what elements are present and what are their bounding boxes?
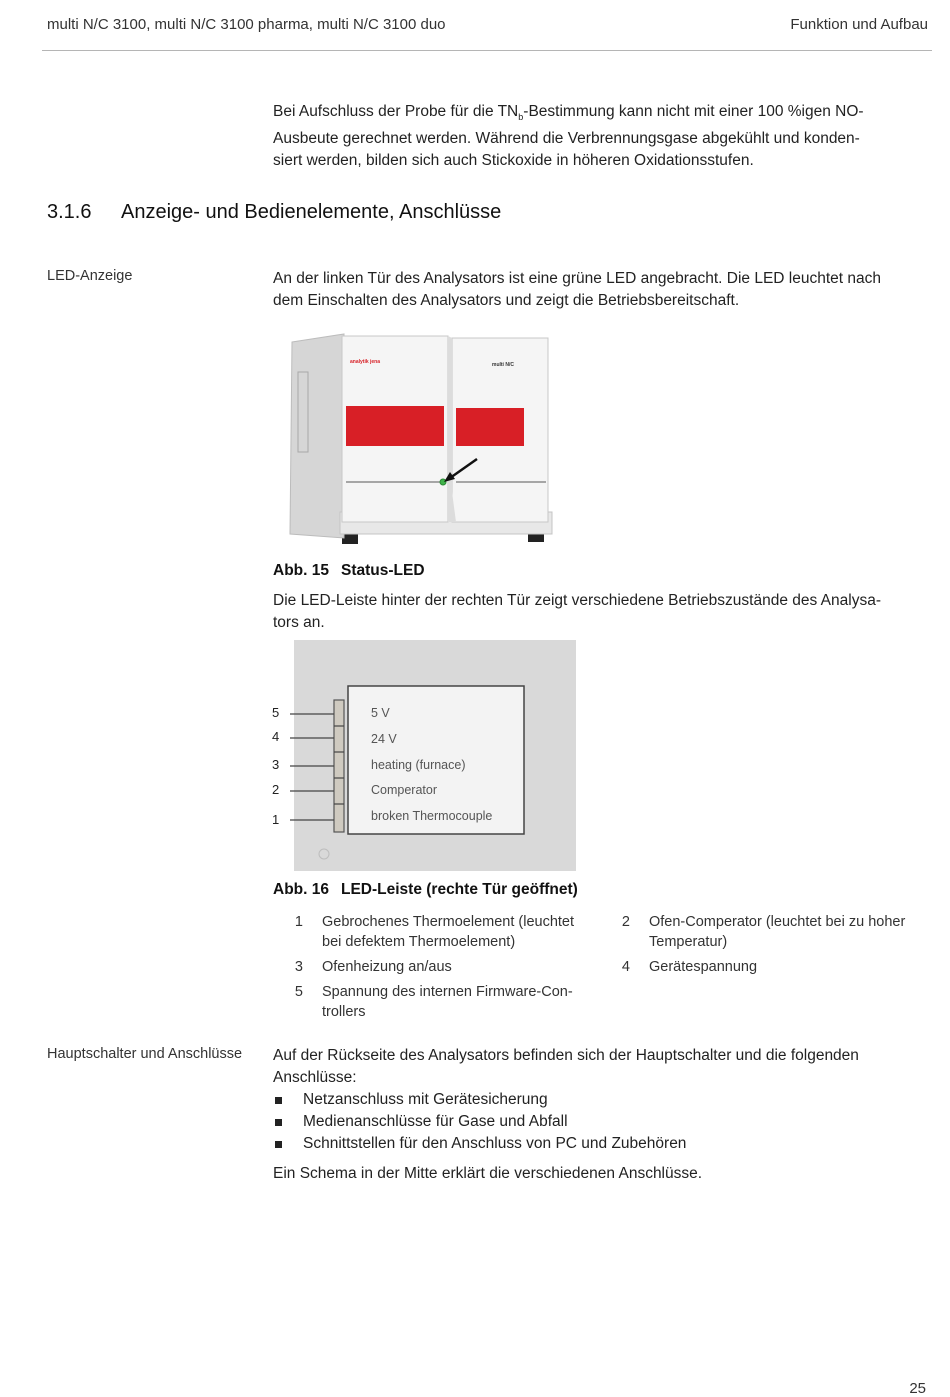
analyzer-status-led-figure xyxy=(284,332,556,548)
header-chapter-title: Funktion und Aufbau xyxy=(790,16,928,33)
led-number-3: 3 xyxy=(272,757,280,772)
bullet-square-icon xyxy=(275,1119,282,1126)
figure-16-title: LED-Leiste (rechte Tür geöffnet) xyxy=(340,881,578,898)
hauptschalter-line-1: Auf der Rückseite des Analysators befinden sich der Hauptschalter und die folgenden xyxy=(273,1047,859,1064)
led-number-4: 4 xyxy=(272,729,280,744)
led-number-2: 2 xyxy=(272,782,280,797)
led-number-1: 1 xyxy=(272,812,280,827)
led-anzeige-paragraph xyxy=(273,268,923,312)
hauptschalter-closing: Ein Schema in der Mitte erklärt die verschiedenen Anschlüsse. xyxy=(273,1165,703,1182)
section-number: 3.1.6 xyxy=(47,201,92,223)
anschluesse-list xyxy=(273,1089,923,1155)
led-label-5v: 5 V xyxy=(371,706,390,720)
section-heading xyxy=(47,201,501,224)
led-anzeige-line-1: An der linken Tür des Analysators ist eine grüne LED angebracht. Die LED leuchtet nach xyxy=(273,270,882,287)
led-label-heating: heating (furnace) xyxy=(371,758,466,772)
side-label-led-anzeige: LED-Anzeige xyxy=(47,268,133,284)
list-item: Schnittstellen für den Anschluss von PC und Zubehören xyxy=(273,1133,923,1155)
device-red-panel-left xyxy=(346,406,444,446)
led-leiste-line-1: Die LED-Leiste hinter der rechten Tür zeigt verschiedene Betriebszustände des Analysa- xyxy=(273,592,881,609)
intro-line-3: siert werden, bilden sich auch Stickoxide in höheren Oxidationsstufen. xyxy=(273,152,754,170)
bullet-square-icon xyxy=(275,1141,282,1148)
device-model-label: multi N/C xyxy=(492,362,514,368)
hauptschalter-line-2: Anschlüsse: xyxy=(273,1069,357,1086)
bullet-square-icon xyxy=(275,1097,282,1104)
figure-15-caption xyxy=(273,562,425,580)
led-label-24v: 24 V xyxy=(371,732,397,746)
list-item: Medienanschlüsse für Gase und Abfall xyxy=(273,1111,923,1133)
led-anzeige-line-2: dem Einschalten des Analysators und zeigt die Betriebsbereitschaft. xyxy=(273,292,740,309)
device-brand-logo: analytik jena xyxy=(350,359,381,365)
figure-16-number: Abb. 16 xyxy=(273,881,329,898)
led-bar-figure xyxy=(272,640,576,871)
intro-paragraph xyxy=(273,101,923,172)
figure-15-title: Status-LED xyxy=(340,562,425,579)
page-number: 25 xyxy=(909,1380,926,1397)
status-led xyxy=(440,479,446,485)
header-divider xyxy=(42,50,932,51)
list-item: Netzanschluss mit Gerätesicherung xyxy=(273,1089,923,1111)
led-strip xyxy=(334,700,344,832)
analyzer-illustration xyxy=(284,332,556,548)
header-document-title: multi N/C 3100, multi N/C 3100 pharma, multi N/C 3100 duo xyxy=(47,16,446,33)
figure-15-number: Abb. 15 xyxy=(273,562,329,579)
led-label-comperator: Comperator xyxy=(371,783,437,797)
led-label-thermocouple: broken Thermocouple xyxy=(371,809,493,823)
side-label-hauptschalter: Hauptschalter und Anschlüsse xyxy=(47,1046,243,1062)
led-number-5: 5 xyxy=(272,705,280,720)
intro-line-1: Bei Aufschluss der Probe für die $TN_b$-Bestimmung kann nicht mit einer 100 %igen NO- xyxy=(273,103,864,123)
led-bar-illustration xyxy=(272,640,576,871)
figure-16-caption xyxy=(273,881,578,899)
led-leiste-line-2: tors an. xyxy=(273,614,325,631)
intro-line-2: Ausbeute gerechnet werden. Während die Verbrennungsgase abgekühlt und konden- xyxy=(273,130,860,148)
device-red-panel-right xyxy=(456,408,524,446)
hauptschalter-paragraph xyxy=(273,1045,923,1185)
led-leiste-paragraph xyxy=(273,590,923,634)
section-title: Anzeige- und Bedienelemente, Anschlüsse xyxy=(121,201,502,223)
